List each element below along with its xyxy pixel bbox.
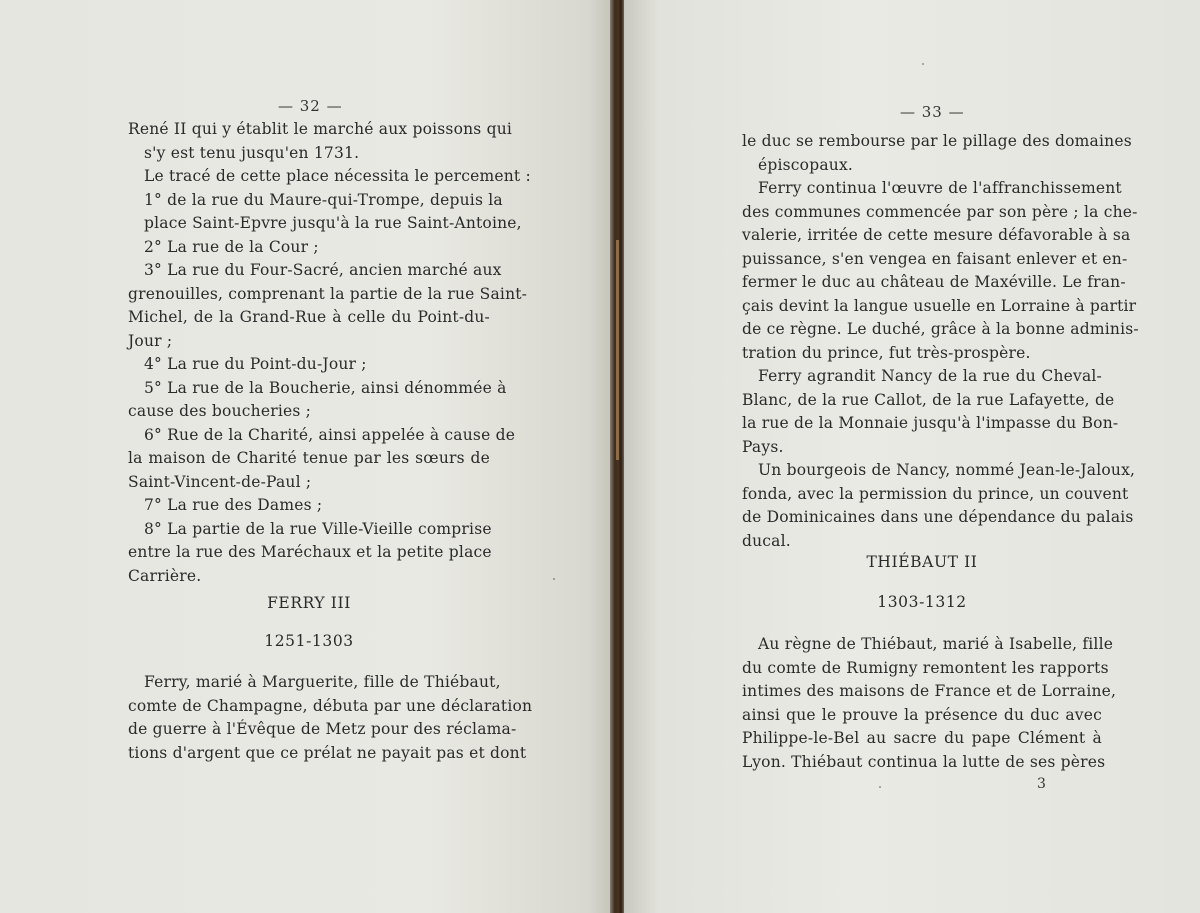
text-line: du comte de Rumigny remontent les rapports [742,658,1109,677]
text-line: 6° Rue de la Charité, ainsi appelée à cause de [144,425,516,444]
text-line: intimes des maisons de France et de Lorraine, [742,682,1117,700]
paper-speck [553,578,555,580]
text-line: cause des boucheries ; [128,402,312,420]
body-text-2 [742,633,1117,774]
gutter-tear [616,240,619,460]
section-heading-block [742,551,1102,575]
body-text [742,130,1139,553]
text-line: fonda, avec la permission du prince, un couvent [742,484,1129,503]
text-line: épiscopaux. [758,155,854,174]
text-line: Saint-Vincent-de-Paul ; [128,472,312,491]
text-line: 1° de la rue du Maure-qui-Trompe, depuis la [144,190,503,209]
text-line: de Dominicaines dans une dépendance du palais [742,508,1134,526]
signature-mark: 3 [1037,776,1046,792]
text-line: Michel, de la Grand-Rue à celle du Point-du- [128,308,490,326]
text-line: tions d'argent que ce prélat ne payait pas et dont [128,743,527,762]
text-line: la maison de Charité tenue par les sœurs de [128,449,490,467]
text-line: Ferry, marié à Marguerite, fille de Thiébaut, [144,673,501,691]
text-line: 2° La rue de la Cour ; [144,237,319,256]
text-line: Au règne de Thiébaut, marié à Isabelle, fille [758,635,1114,653]
text-line: de ce règne. Le duché, grâce à la bonne adminis- [742,320,1139,338]
text-line: 4° La rue du Point-du-Jour ; [144,355,367,373]
right-page [624,0,1200,913]
page-number: — 32 — [278,97,343,115]
text-line: Jour ; [128,331,173,350]
text-line: grenouilles, comprenant la partie de la rue Saint- [128,284,528,303]
text-line: Un bourgeois de Nancy, nommé Jean-le-Jaloux, [758,461,1136,479]
section-dates: 1251-1303 [264,632,354,650]
text-line: ainsi que le prouve la présence du duc avec [742,705,1102,724]
text-line: Philippe-le-Bel au sacre du pape Clément à [742,729,1102,747]
text-line: des communes commencée par son père ; la che- [742,202,1138,221]
text-line: Blanc, de la rue Callot, de la rue Lafayette, de [742,390,1115,409]
text-line: 5° La rue de la Boucherie, ainsi dénommée à [144,378,507,397]
text-line: 8° La partie de la rue Ville-Vieille comprise [144,519,492,538]
section-heading-block [128,592,490,616]
section-dates-block [128,630,490,654]
text-line: le duc se rembourse par le pillage des domaines [742,132,1132,150]
text-line: la rue de la Monnaie jusqu'à l'impasse du Bon- [742,414,1119,432]
text-line: Ferry agrandit Nancy de la rue du Cheval- [758,367,1102,385]
text-line: s'y est tenu jusqu'en 1731. [144,143,360,162]
text-line: 7° La rue des Dames ; [144,496,323,514]
body-text-2 [128,671,533,765]
text-line: Carrière. [128,566,202,585]
text-line: puissance, s'en vengea en faisant enlever et en- [742,249,1128,268]
text-line: entre la rue des Maréchaux et la petite place [128,543,492,561]
text-line: place Saint-Epvre jusqu'à la rue Saint-Antoine, [144,214,522,232]
text-line: Le tracé de cette place nécessita le percement : [144,167,531,185]
text-line: ducal. [742,531,791,550]
text-line: comte de Champagne, débuta par une déclaration [128,696,533,715]
section-heading: FERRY III [267,594,351,612]
text-line: de guerre à l'Évêque de Metz pour des réclama- [128,720,517,738]
text-line: Pays. [742,437,784,456]
text-line: 3° La rue du Four-Sacré, ancien marché aux [144,261,502,279]
text-line: Ferry continua l'œuvre de l'affranchissement [758,179,1122,197]
paper-speck [922,63,924,65]
section-dates: 1303-1312 [877,593,967,611]
text-line: valerie, irritée de cette mesure défavorable à sa [742,226,1131,244]
text-line: René II qui y établit le marché aux poissons qui [128,120,513,138]
text-line: fermer le duc au château de Maxéville. Le fran- [742,273,1126,291]
page-number: — 33 — [900,103,965,121]
paper-speck [879,786,881,788]
body-text [128,118,531,588]
text-line: tration du prince, fut très-prospère. [742,343,1031,362]
text-line: Lyon. Thiébaut continua la lutte de ses pères [742,752,1106,771]
section-heading: THIÉBAUT II [866,553,978,571]
section-dates-block [742,591,1102,615]
text-line: çais devint la langue usuelle en Lorraine à partir [742,296,1137,315]
